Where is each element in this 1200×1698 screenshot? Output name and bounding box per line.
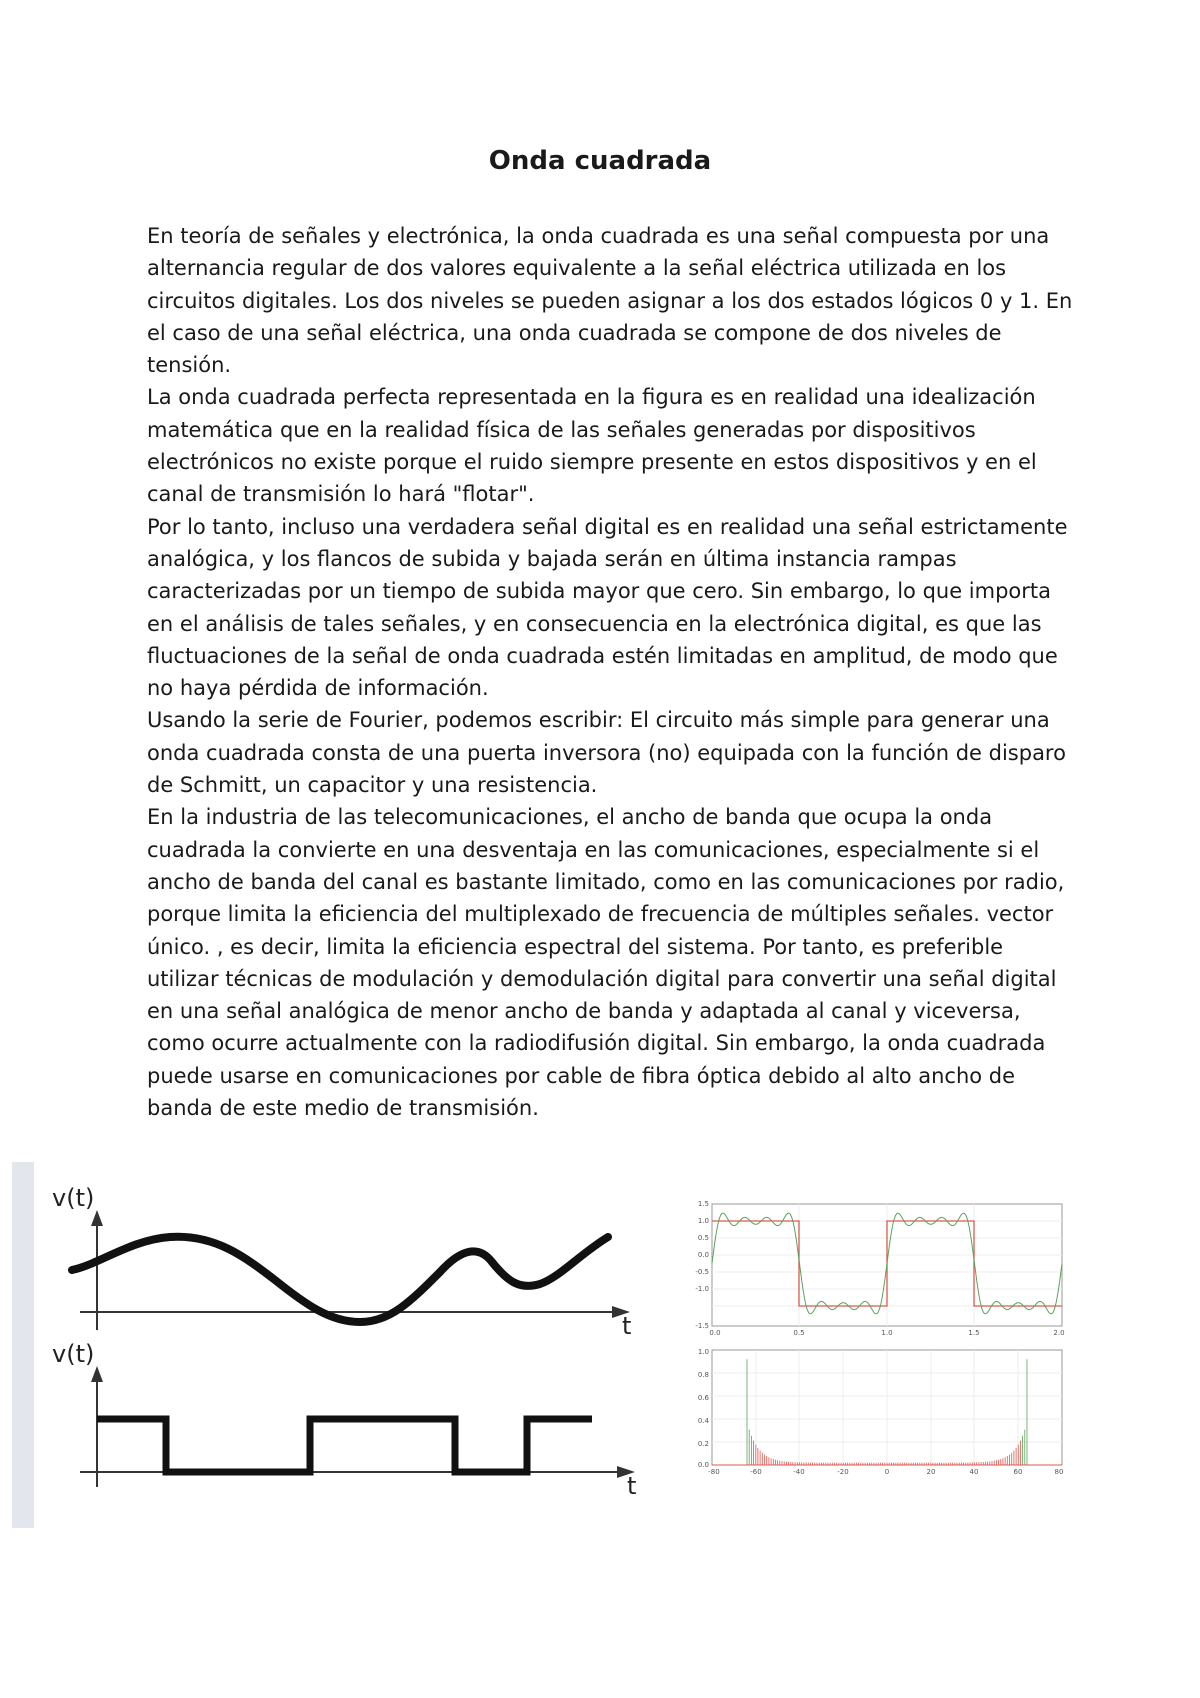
bottom-ytick: 1.0 (697, 1348, 709, 1356)
paragraph: Usando la serie de Fourier, podemos escribir: El circuito más simple para generar una onda cuadrada consta de una puerta inversora (no) equipada con la función de disparo de Schmitt, un capacitor y una resistencia. (147, 708, 1066, 798)
paragraph: La onda cuadrada perfecta representada en la figura es en realidad una idealización matemática que en la realidad física de las señales generadas por dispositivos electrónicos no existe porque el ruido siempre presente en estos dispositivos y en el canal de transmisión lo hará "flotar". (147, 385, 1037, 507)
body-text (147, 220, 1077, 1124)
bottom-xtick: -20 (837, 1468, 849, 1476)
bottom-ytick: 0.8 (697, 1371, 709, 1379)
top-xtick: 2.0 (1053, 1329, 1065, 1337)
bottom-xtick: 80 (1054, 1468, 1064, 1476)
bottom-ytick: 0.6 (697, 1394, 709, 1402)
signal-comparison-figure (40, 1162, 660, 1502)
top-ytick: 0.5 (697, 1234, 709, 1242)
top-ytick: 0.0 (697, 1251, 709, 1259)
analog-signal-curve (72, 1237, 608, 1322)
top-xlabel: t (622, 1312, 632, 1340)
top-xtick: 0.5 (793, 1329, 805, 1337)
bottom-ytick: 0.0 (697, 1461, 709, 1469)
top-ytick: -1.5 (695, 1322, 709, 1330)
bottom-ytick: 0.2 (697, 1440, 709, 1448)
bottom-xtick: 20 (926, 1468, 936, 1476)
margin-bar (12, 1162, 34, 1528)
top-ytick: 1.5 (697, 1200, 709, 1208)
bottom-xtick: -60 (750, 1468, 762, 1476)
top-xtick: 0.0 (709, 1329, 721, 1337)
paragraph: En la industria de las telecomunicaciones, el ancho de banda que ocupa la onda cuadrada la convierte en una desventaja en las comunicaciones, especialmente si el ancho de banda del canal es bastante limitado, como en las comunicaciones por radio, porque limita la eficiencia del multiplexado de frecuencia de múltiples señales. vector único. , es decir, limita la eficiencia espectral del sistema. Por tanto, es preferible utilizar técnicas de modulación y demodulación digital para convertir una señal digital en una señal analógica de menor ancho de banda y adaptada al canal y viceversa, como ocurre actualmente con la radiodifusión digital. Sin embargo, la onda cuadrada puede usarse en comunicaciones por cable de fibra óptica debido al alto ancho de banda de este medio de transmisión. (147, 805, 1065, 1121)
top-xtick: 1.5 (968, 1329, 980, 1337)
bottom-ytick: 0.4 (697, 1417, 709, 1425)
top-xtick: 1.0 (881, 1329, 893, 1337)
bottom-xtick: 60 (1013, 1468, 1023, 1476)
top-ytick: -0.5 (695, 1268, 709, 1276)
fourier-figure (685, 1190, 1095, 1480)
top-ytick: -1.0 (695, 1285, 709, 1293)
bottom-ylabel: v(t) (52, 1340, 95, 1368)
paragraph: En teoría de señales y electrónica, la onda cuadrada es una señal compuesta por una alternancia regular de dos valores equivalente a la señal eléctrica utilizada en los circuitos digitales. Los dos niveles se pueden asignar a los dos estados lógicos 0 y 1. En el caso de una señal eléctrica, una onda cuadrada se compone de dos niveles de tensión. (147, 224, 1073, 378)
top-y-arrow (91, 1210, 103, 1226)
bottom-xtick: 0 (884, 1468, 890, 1476)
paragraph: Por lo tanto, incluso una verdadera señal digital es en realidad una señal estrictamente analógica, y los flancos de subida y bajada serán en última instancia rampas caracterizadas por un tiempo de subida mayor que cero. Sin embargo, lo que importa en el análisis de tales señales, y en consecuencia en la electrónica digital, es que las fluctuaciones de la señal de onda cuadrada estén limitadas en amplitud, de modo que no haya pérdida de información. (147, 514, 1068, 701)
digital-signal-square-wave (97, 1419, 592, 1472)
bottom-xtick: -40 (793, 1468, 805, 1476)
page-title: Onda cuadrada (488, 146, 712, 176)
bottom-xtick: -80 (708, 1468, 720, 1476)
bottom-xlabel: t (627, 1472, 637, 1500)
bottom-y-arrow (91, 1366, 103, 1382)
top-ytick: 1.0 (697, 1217, 709, 1225)
top-ylabel: v(t) (52, 1184, 95, 1212)
bottom-xtick: 40 (969, 1468, 979, 1476)
